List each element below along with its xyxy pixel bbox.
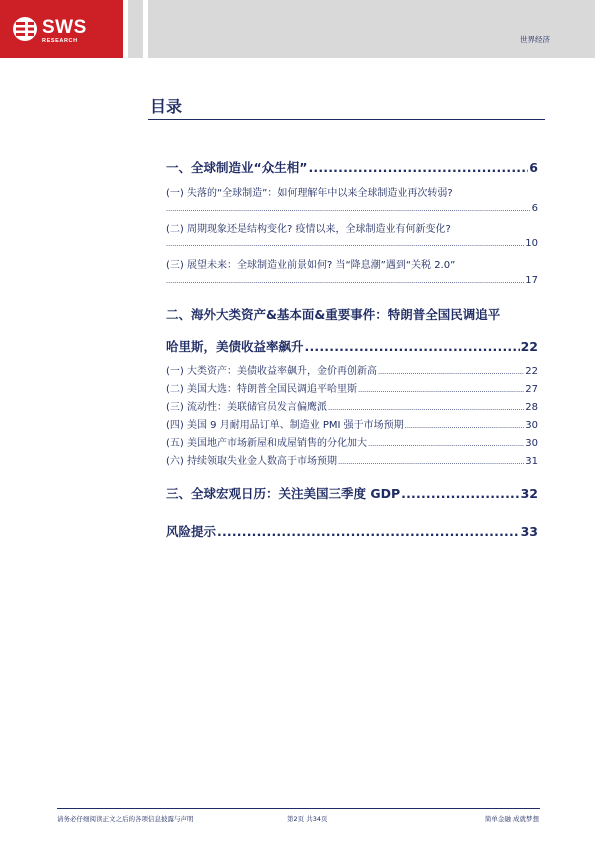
sws-logo-icon (12, 16, 38, 42)
toc-entry[interactable] (166, 522, 538, 540)
toc-entry[interactable] (166, 434, 538, 449)
footer-disclaimer: 请务必仔细阅读正文之后的各项信息披露与声明 (57, 815, 194, 823)
toc-page-number: 22 (525, 366, 538, 377)
toc-entry-text: (三) 流动性：美联储官员发言偏鹰派 (166, 402, 327, 413)
toc-entry-text: (一) 大类资产：美债收益率飙升，金价再创新高 (166, 366, 377, 377)
toc-leader (338, 458, 524, 466)
toc-leader (328, 404, 524, 412)
toc-leader (166, 205, 531, 213)
logo-text: SWS (42, 17, 87, 38)
toc-entry-text: (五) 美国地产市场新屋和成屋销售的分化加大 (166, 438, 367, 449)
toc-entry[interactable] (166, 238, 538, 249)
header-section-label: 世界经济 (520, 35, 550, 44)
toc-entry-text: (二) 美国大选：特朗普全国民调追平哈里斯 (166, 384, 357, 395)
toc-page-number: 28 (525, 402, 538, 413)
footer-slogan: 简单金融 成就梦想 (484, 815, 539, 823)
toc-page-number: 30 (525, 438, 538, 449)
toc-title-rule (148, 119, 545, 120)
toc-entry[interactable] (166, 484, 538, 502)
toc-entry[interactable] (166, 203, 538, 214)
header-logo-block (0, 0, 123, 58)
toc-page-number: 22 (520, 339, 538, 354)
toc-page-number: 6 (529, 160, 538, 175)
toc-entry-text: 哈里斯，美债收益率飙升 (166, 339, 304, 354)
toc-leader (401, 486, 519, 501)
toc-page-number: 33 (520, 524, 538, 539)
header-band-small (128, 0, 143, 58)
toc-entry[interactable] (166, 416, 538, 431)
toc-entry[interactable] (166, 337, 538, 355)
toc-entry-text: 风险提示 (166, 524, 217, 539)
toc-entry-text[interactable]: (二) 周期现象还是结构变化? 疫情以来，全球制造业有何新变化? (166, 224, 451, 235)
header-band (148, 0, 595, 58)
logo-subtext: RESEARCH (42, 38, 78, 44)
toc-entry[interactable] (166, 452, 538, 467)
toc-leader (368, 440, 524, 448)
toc-entry-text: (六) 持续领取失业金人数高于市场预期 (166, 456, 337, 467)
toc-leader (166, 240, 524, 248)
toc-page-number: 32 (520, 486, 538, 501)
footer-page-info: 第2页 共34页 (287, 815, 328, 823)
toc-leader (217, 524, 520, 539)
toc-page-number: 10 (525, 238, 538, 249)
toc-entry[interactable] (166, 362, 538, 377)
footer-rule (57, 808, 540, 809)
toc-leader (358, 386, 524, 394)
toc-entry[interactable] (166, 380, 538, 395)
toc-leader (308, 160, 528, 175)
toc-leader (166, 277, 524, 285)
toc-entry-text-line1[interactable]: 二、海外大类资产&基本面&重要事件：特朗普全国民调追平 (166, 307, 501, 322)
toc-leader (405, 422, 525, 430)
toc-entry-text: (四) 美国 9 月耐用品订单、制造业 PMI 强于市场预期 (166, 420, 404, 431)
toc-entry-text[interactable]: (一) 失落的“全球制造”：如何理解年中以来全球制造业再次转弱? (166, 188, 453, 199)
toc-title: 目录 (150, 97, 183, 116)
toc-page-number: 30 (525, 420, 538, 431)
toc-leader (378, 368, 524, 376)
toc-entry-text[interactable]: (三) 展望未来：全球制造业前景如何? 当“降息潮”遇到“关税 2.0” (166, 260, 456, 271)
toc-entry[interactable] (166, 158, 538, 176)
toc-page-number: 27 (525, 384, 538, 395)
toc-entry-text: 一、全球制造业“众生相” (166, 160, 308, 175)
toc-leader (305, 339, 520, 354)
toc-entry[interactable] (166, 398, 538, 413)
toc-page-number: 31 (525, 456, 538, 467)
toc-page-number: 17 (525, 275, 538, 286)
toc-entry-text: 三、全球宏观日历：关注美国三季度 GDP (166, 486, 401, 501)
toc-entry[interactable] (166, 275, 538, 286)
toc-page-number: 6 (531, 203, 538, 214)
